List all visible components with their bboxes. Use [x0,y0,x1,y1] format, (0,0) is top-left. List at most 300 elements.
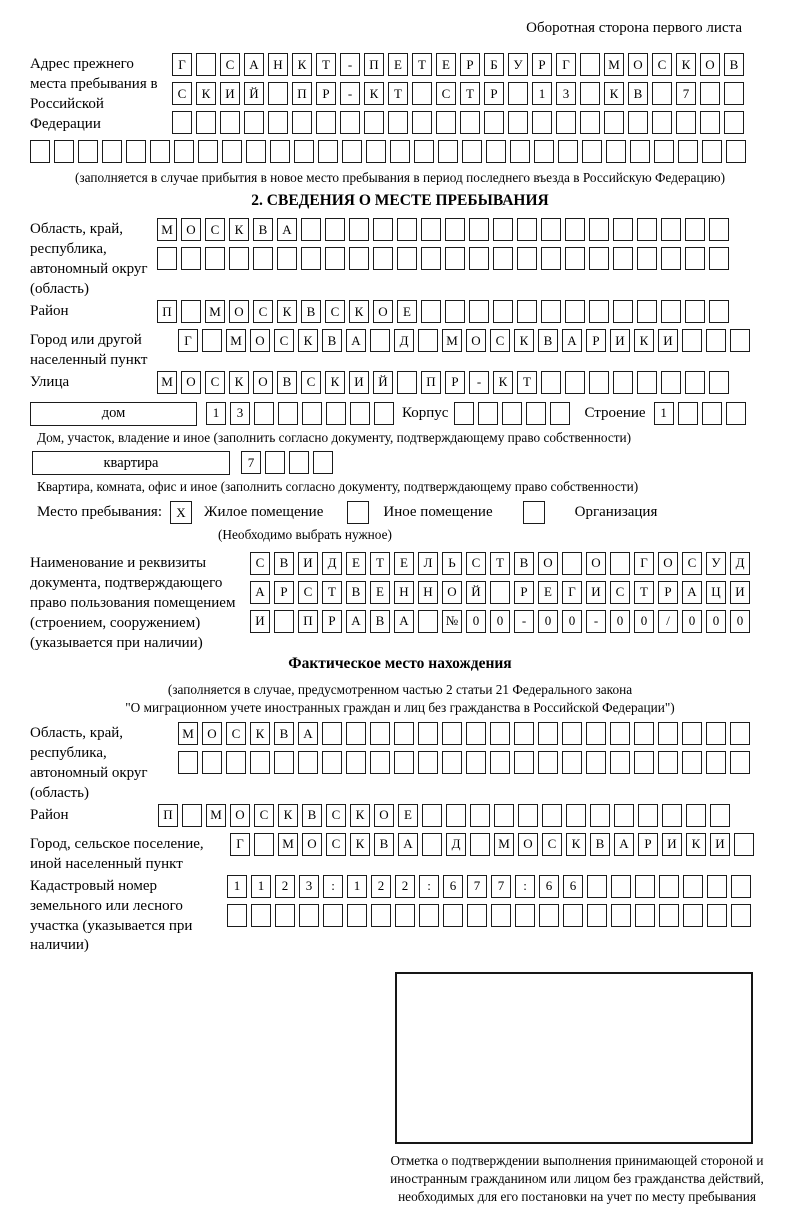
char-cell[interactable]: М [205,300,225,323]
char-cell[interactable]: Е [394,552,414,575]
char-cell[interactable] [637,371,657,394]
char-cell[interactable] [562,751,582,774]
char-cell[interactable] [205,247,225,270]
char-cell[interactable] [582,140,602,163]
char-cell[interactable]: О [466,329,486,352]
char-cell[interactable] [613,371,633,394]
char-cell[interactable]: В [277,371,297,394]
char-cell[interactable] [325,218,345,241]
char-cell[interactable] [150,140,170,163]
char-cell[interactable] [638,804,658,827]
char-cell[interactable]: Г [230,833,250,856]
char-cell[interactable]: О [373,300,393,323]
char-cell[interactable]: 0 [610,610,630,633]
char-cell[interactable] [514,722,534,745]
char-cell[interactable]: С [220,53,240,76]
char-cell[interactable] [371,904,391,927]
char-cell[interactable] [587,904,607,927]
char-cell[interactable]: С [652,53,672,76]
char-cell[interactable]: У [706,552,726,575]
char-cell[interactable]: Е [398,804,418,827]
char-cell[interactable]: П [421,371,441,394]
char-cell[interactable]: В [253,218,273,241]
char-cell[interactable]: Г [634,552,654,575]
char-cell[interactable] [589,371,609,394]
char-cell[interactable] [685,371,705,394]
char-cell[interactable] [494,804,514,827]
char-cell[interactable]: М [604,53,624,76]
char-cell[interactable] [394,722,414,745]
char-cell[interactable] [613,218,633,241]
char-cell[interactable] [515,904,535,927]
char-cell[interactable]: С [274,329,294,352]
char-cell[interactable] [661,218,681,241]
char-cell[interactable] [634,751,654,774]
char-cell[interactable] [299,904,319,927]
char-cell[interactable]: - [586,610,606,633]
char-cell[interactable]: К [349,300,369,323]
char-cell[interactable]: : [419,875,439,898]
char-cell[interactable] [370,722,390,745]
char-cell[interactable] [445,300,465,323]
char-cell[interactable] [443,904,463,927]
char-cell[interactable]: С [205,218,225,241]
char-cell[interactable]: Р [316,82,336,105]
char-cell[interactable]: 1 [347,875,367,898]
char-cell[interactable]: С [542,833,562,856]
char-cell[interactable] [702,402,722,425]
char-cell[interactable] [611,875,631,898]
char-cell[interactable]: 7 [241,451,261,474]
char-cell[interactable]: 3 [556,82,576,105]
char-cell[interactable] [580,111,600,134]
char-cell[interactable]: Т [490,552,510,575]
char-cell[interactable] [661,371,681,394]
char-cell[interactable] [635,875,655,898]
char-cell[interactable]: И [250,610,270,633]
char-cell[interactable] [709,371,729,394]
char-cell[interactable] [421,218,441,241]
char-cell[interactable]: 0 [682,610,702,633]
char-cell[interactable]: Е [346,552,366,575]
char-cell[interactable] [700,82,720,105]
char-cell[interactable] [724,82,744,105]
char-cell[interactable]: Д [730,552,750,575]
char-cell[interactable] [157,247,177,270]
char-cell[interactable]: Т [460,82,480,105]
char-cell[interactable]: Н [394,581,414,604]
char-cell[interactable] [289,451,309,474]
char-cell[interactable]: С [250,552,270,575]
char-cell[interactable]: В [274,552,294,575]
char-cell[interactable] [298,751,318,774]
char-cell[interactable] [706,751,726,774]
char-cell[interactable] [346,751,366,774]
char-cell[interactable] [196,53,216,76]
char-cell[interactable] [421,247,441,270]
char-cell[interactable] [178,751,198,774]
char-cell[interactable]: С [326,804,346,827]
char-cell[interactable] [246,140,266,163]
char-cell[interactable]: Ц [706,581,726,604]
char-cell[interactable]: К [196,82,216,105]
char-cell[interactable] [182,804,202,827]
char-cell[interactable] [685,300,705,323]
char-cell[interactable]: К [298,329,318,352]
char-cell[interactable] [301,218,321,241]
char-cell[interactable]: 3 [230,402,250,425]
char-cell[interactable] [613,300,633,323]
char-cell[interactable]: В [346,581,366,604]
char-cell[interactable] [462,140,482,163]
char-cell[interactable] [565,300,585,323]
char-cell[interactable] [196,111,216,134]
char-cell[interactable] [652,111,672,134]
char-cell[interactable] [562,722,582,745]
char-cell[interactable] [220,111,240,134]
char-cell[interactable]: О [518,833,538,856]
char-cell[interactable] [565,247,585,270]
char-cell[interactable]: М [494,833,514,856]
char-cell[interactable] [541,247,561,270]
char-cell[interactable]: А [277,218,297,241]
char-cell[interactable] [700,111,720,134]
char-cell[interactable] [454,402,474,425]
char-cell[interactable]: 1 [251,875,271,898]
char-cell[interactable] [676,111,696,134]
char-cell[interactable] [542,804,562,827]
char-cell[interactable] [491,904,511,927]
char-cell[interactable]: А [346,610,366,633]
apartment-field-box[interactable]: квартира [32,451,230,475]
char-cell[interactable]: 7 [491,875,511,898]
char-cell[interactable]: У [508,53,528,76]
char-cell[interactable]: Т [370,552,390,575]
char-cell[interactable]: О [302,833,322,856]
char-cell[interactable]: С [254,804,274,827]
char-cell[interactable] [418,610,438,633]
char-cell[interactable] [682,751,702,774]
char-cell[interactable]: К [493,371,513,394]
char-cell[interactable]: А [398,833,418,856]
char-cell[interactable]: В [302,804,322,827]
char-cell[interactable]: К [278,804,298,827]
char-cell[interactable]: К [292,53,312,76]
char-cell[interactable]: № [442,610,462,633]
char-cell[interactable] [54,140,74,163]
house-field-box[interactable]: дом [30,402,197,426]
char-cell[interactable] [460,111,480,134]
char-cell[interactable]: С [682,552,702,575]
char-cell[interactable]: Н [268,53,288,76]
char-cell[interactable]: С [172,82,192,105]
char-cell[interactable] [637,300,657,323]
char-cell[interactable] [493,300,513,323]
char-cell[interactable] [678,402,698,425]
char-cell[interactable] [534,140,554,163]
char-cell[interactable]: П [292,82,312,105]
char-cell[interactable]: Г [172,53,192,76]
char-cell[interactable] [244,111,264,134]
char-cell[interactable]: И [586,581,606,604]
char-cell[interactable]: С [205,371,225,394]
char-cell[interactable]: В [322,329,342,352]
char-cell[interactable] [395,904,415,927]
char-cell[interactable]: П [157,300,177,323]
char-cell[interactable] [731,904,751,927]
char-cell[interactable] [222,140,242,163]
char-cell[interactable] [686,804,706,827]
char-cell[interactable] [254,833,274,856]
char-cell[interactable]: В [370,610,390,633]
char-cell[interactable] [418,329,438,352]
char-cell[interactable]: М [442,329,462,352]
char-cell[interactable]: А [394,610,414,633]
char-cell[interactable]: С [466,552,486,575]
char-cell[interactable] [445,218,465,241]
char-cell[interactable] [445,247,465,270]
char-cell[interactable] [30,140,50,163]
char-cell[interactable]: В [628,82,648,105]
char-cell[interactable] [563,904,583,927]
char-cell[interactable]: Г [562,581,582,604]
char-cell[interactable] [541,300,561,323]
char-cell[interactable] [397,371,417,394]
char-cell[interactable]: С [436,82,456,105]
char-cell[interactable] [550,402,570,425]
char-cell[interactable]: М [278,833,298,856]
char-cell[interactable] [610,751,630,774]
char-cell[interactable] [277,247,297,270]
char-cell[interactable] [418,722,438,745]
char-cell[interactable] [580,82,600,105]
char-cell[interactable] [366,140,386,163]
char-cell[interactable] [610,552,630,575]
char-cell[interactable] [710,804,730,827]
char-cell[interactable]: А [346,329,366,352]
char-cell[interactable] [422,804,442,827]
char-cell[interactable] [484,111,504,134]
char-cell[interactable] [730,329,750,352]
char-cell[interactable]: Т [517,371,537,394]
char-cell[interactable] [388,111,408,134]
char-cell[interactable] [181,247,201,270]
char-cell[interactable]: Е [388,53,408,76]
char-cell[interactable]: С [253,300,273,323]
char-cell[interactable] [478,402,498,425]
char-cell[interactable]: Е [397,300,417,323]
char-cell[interactable] [562,552,582,575]
char-cell[interactable] [685,247,705,270]
char-cell[interactable]: И [710,833,730,856]
char-cell[interactable] [490,722,510,745]
char-cell[interactable]: Т [322,581,342,604]
char-cell[interactable] [364,111,384,134]
char-cell[interactable] [586,751,606,774]
char-cell[interactable] [510,140,530,163]
char-cell[interactable]: Г [556,53,576,76]
char-cell[interactable]: М [226,329,246,352]
char-cell[interactable] [606,140,626,163]
char-cell[interactable]: И [662,833,682,856]
char-cell[interactable] [634,722,654,745]
char-cell[interactable] [469,247,489,270]
char-cell[interactable] [508,82,528,105]
char-cell[interactable] [198,140,218,163]
char-cell[interactable]: К [676,53,696,76]
char-cell[interactable] [658,751,678,774]
char-cell[interactable] [508,111,528,134]
char-cell[interactable] [292,111,312,134]
char-cell[interactable] [394,751,414,774]
char-cell[interactable]: И [658,329,678,352]
char-cell[interactable] [613,247,633,270]
char-cell[interactable] [526,402,546,425]
char-cell[interactable]: Т [316,53,336,76]
char-cell[interactable]: В [590,833,610,856]
char-cell[interactable] [702,140,722,163]
char-cell[interactable]: Р [445,371,465,394]
char-cell[interactable] [611,904,631,927]
char-cell[interactable]: 7 [467,875,487,898]
char-cell[interactable]: С [325,300,345,323]
char-cell[interactable] [590,804,610,827]
char-cell[interactable] [538,722,558,745]
char-cell[interactable] [229,247,249,270]
char-cell[interactable] [610,722,630,745]
char-cell[interactable] [730,722,750,745]
char-cell[interactable]: С [610,581,630,604]
char-cell[interactable] [517,300,537,323]
char-cell[interactable] [709,300,729,323]
char-cell[interactable] [707,875,727,898]
char-cell[interactable]: 2 [275,875,295,898]
checkbox-residential[interactable]: X [170,501,192,524]
char-cell[interactable] [586,722,606,745]
char-cell[interactable] [370,751,390,774]
char-cell[interactable]: 2 [395,875,415,898]
char-cell[interactable]: К [277,300,297,323]
char-cell[interactable] [658,722,678,745]
char-cell[interactable] [614,804,634,827]
char-cell[interactable]: Б [484,53,504,76]
char-cell[interactable] [661,247,681,270]
char-cell[interactable]: К [350,804,370,827]
char-cell[interactable] [469,300,489,323]
char-cell[interactable] [706,722,726,745]
char-cell[interactable]: Е [436,53,456,76]
char-cell[interactable] [325,247,345,270]
char-cell[interactable] [253,247,273,270]
char-cell[interactable]: О [586,552,606,575]
char-cell[interactable] [346,722,366,745]
char-cell[interactable] [637,218,657,241]
char-cell[interactable] [316,111,336,134]
char-cell[interactable] [731,875,751,898]
char-cell[interactable]: Т [412,53,432,76]
char-cell[interactable]: 0 [490,610,510,633]
char-cell[interactable]: Й [373,371,393,394]
char-cell[interactable]: - [340,82,360,105]
char-cell[interactable] [446,804,466,827]
char-cell[interactable] [470,804,490,827]
char-cell[interactable]: Т [634,581,654,604]
char-cell[interactable] [442,722,462,745]
char-cell[interactable] [493,218,513,241]
checkbox-organization[interactable] [523,501,545,524]
char-cell[interactable] [628,111,648,134]
char-cell[interactable] [661,300,681,323]
char-cell[interactable]: М [178,722,198,745]
char-cell[interactable]: 0 [538,610,558,633]
char-cell[interactable] [683,875,703,898]
char-cell[interactable] [342,140,362,163]
char-cell[interactable]: Р [274,581,294,604]
char-cell[interactable] [436,111,456,134]
char-cell[interactable]: К [364,82,384,105]
char-cell[interactable]: Р [658,581,678,604]
char-cell[interactable]: О [442,581,462,604]
char-cell[interactable]: 1 [654,402,674,425]
char-cell[interactable] [466,722,486,745]
char-cell[interactable] [126,140,146,163]
char-cell[interactable]: А [562,329,582,352]
char-cell[interactable]: 0 [634,610,654,633]
char-cell[interactable] [313,451,333,474]
char-cell[interactable] [566,804,586,827]
char-cell[interactable]: М [206,804,226,827]
char-cell[interactable]: С [298,581,318,604]
char-cell[interactable]: 1 [206,402,226,425]
char-cell[interactable]: П [158,804,178,827]
char-cell[interactable] [726,402,746,425]
char-cell[interactable] [470,833,490,856]
char-cell[interactable]: К [325,371,345,394]
char-cell[interactable]: П [298,610,318,633]
char-cell[interactable] [518,804,538,827]
char-cell[interactable] [350,402,370,425]
char-cell[interactable] [490,581,510,604]
char-cell[interactable]: Д [394,329,414,352]
char-cell[interactable]: И [298,552,318,575]
char-cell[interactable]: О [202,722,222,745]
char-cell[interactable] [442,751,462,774]
char-cell[interactable]: А [298,722,318,745]
char-cell[interactable] [558,140,578,163]
char-cell[interactable]: С [326,833,346,856]
char-cell[interactable] [724,111,744,134]
char-cell[interactable] [422,833,442,856]
char-cell[interactable] [250,751,270,774]
char-cell[interactable]: 1 [532,82,552,105]
char-cell[interactable]: Н [418,581,438,604]
char-cell[interactable] [682,722,702,745]
char-cell[interactable]: К [686,833,706,856]
char-cell[interactable] [683,904,703,927]
char-cell[interactable] [340,111,360,134]
char-cell[interactable] [678,140,698,163]
char-cell[interactable]: Р [484,82,504,105]
char-cell[interactable] [709,247,729,270]
char-cell[interactable] [349,247,369,270]
char-cell[interactable] [419,904,439,927]
char-cell[interactable]: В [274,722,294,745]
char-cell[interactable]: К [229,218,249,241]
char-cell[interactable] [565,218,585,241]
char-cell[interactable]: 6 [563,875,583,898]
char-cell[interactable] [541,218,561,241]
char-cell[interactable] [726,140,746,163]
